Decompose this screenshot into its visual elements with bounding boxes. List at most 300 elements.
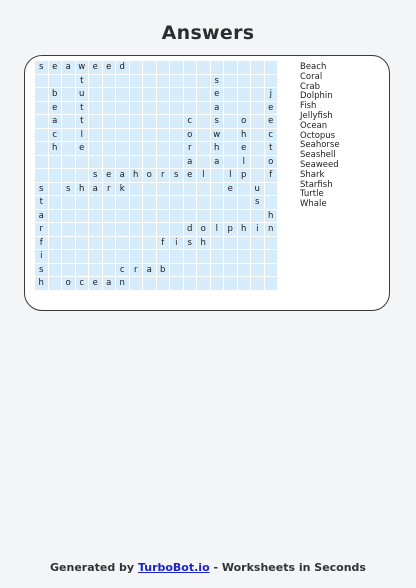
- grid-cell: r: [157, 169, 171, 183]
- grid-cell: [103, 237, 117, 251]
- grid-cell: s: [170, 169, 184, 183]
- grid-cell: [103, 156, 117, 170]
- grid-cell: a: [211, 102, 225, 116]
- grid-cell: [62, 264, 76, 278]
- grid-cell: [143, 102, 157, 116]
- grid-cell: [116, 223, 130, 237]
- grid-cell: r: [35, 223, 49, 237]
- grid-cell: [251, 102, 265, 116]
- grid-cell: o: [62, 277, 76, 291]
- grid-cell: [116, 210, 130, 224]
- grid-cell: c: [184, 115, 198, 129]
- grid-cell: [35, 102, 49, 116]
- grid-cell: l: [76, 129, 90, 143]
- grid-cell: [103, 115, 117, 129]
- grid-cell: [157, 156, 171, 170]
- grid-cell: c: [265, 129, 279, 143]
- grid-cell: [184, 88, 198, 102]
- footer-suffix: - Worksheets in Seconds: [209, 561, 366, 574]
- grid-cell: [197, 277, 211, 291]
- word-list-item: Seahorse: [300, 140, 340, 151]
- grid-cell: w: [76, 61, 90, 75]
- grid-cell: [170, 115, 184, 129]
- grid-cell: [197, 102, 211, 116]
- grid-cell: c: [76, 277, 90, 291]
- word-list-item: Shark: [300, 169, 325, 180]
- grid-cell: [238, 102, 252, 116]
- grid-cell: [49, 250, 63, 264]
- grid-cell: [62, 75, 76, 89]
- turbobot-link[interactable]: TurboBot.io: [137, 561, 210, 574]
- grid-cell: [143, 183, 157, 197]
- grid-cell: [157, 223, 171, 237]
- grid-cell: [130, 210, 144, 224]
- grid-cell: f: [157, 237, 171, 251]
- grid-cell: [265, 75, 279, 89]
- grid-cell: [130, 237, 144, 251]
- grid-cell: [62, 210, 76, 224]
- grid-cell: [130, 223, 144, 237]
- grid-cell: [116, 196, 130, 210]
- grid-cell: [211, 61, 225, 75]
- grid-cell: [238, 75, 252, 89]
- grid-cell: n: [116, 277, 130, 291]
- word-list-item: Crab: [300, 81, 321, 92]
- grid-cell: e: [224, 183, 238, 197]
- grid-cell: [89, 264, 103, 278]
- grid-cell: e: [265, 115, 279, 129]
- grid-cell: [89, 250, 103, 264]
- grid-cell: e: [103, 169, 117, 183]
- grid-cell: [238, 210, 252, 224]
- grid-cell: [184, 250, 198, 264]
- grid-cell: f: [265, 169, 279, 183]
- grid-cell: [197, 196, 211, 210]
- grid-cell: [130, 183, 144, 197]
- grid-cell: a: [89, 183, 103, 197]
- grid-cell: [224, 277, 238, 291]
- grid-cell: [116, 102, 130, 116]
- word-list-item: Whale: [300, 199, 327, 210]
- grid-cell: e: [184, 169, 198, 183]
- grid-cell: [49, 210, 63, 224]
- grid-cell: [197, 129, 211, 143]
- grid-cell: [197, 88, 211, 102]
- grid-cell: s: [251, 196, 265, 210]
- grid-cell: a: [62, 61, 76, 75]
- grid-cell: [224, 88, 238, 102]
- grid-cell: s: [89, 169, 103, 183]
- grid-cell: [62, 129, 76, 143]
- grid-cell: [143, 277, 157, 291]
- grid-cell: a: [35, 210, 49, 224]
- grid-cell: [157, 196, 171, 210]
- grid-cell: e: [103, 61, 117, 75]
- grid-cell: [224, 115, 238, 129]
- word-search-grid: [35, 61, 278, 291]
- grid-cell: [157, 277, 171, 291]
- grid-cell: [251, 277, 265, 291]
- grid-cell: o: [197, 223, 211, 237]
- grid-cell: [89, 223, 103, 237]
- footer-prefix: Generated by: [50, 561, 138, 574]
- grid-cell: [49, 196, 63, 210]
- grid-cell: [251, 142, 265, 156]
- grid-cell: h: [130, 169, 144, 183]
- grid-cell: [89, 102, 103, 116]
- grid-cell: [265, 250, 279, 264]
- word-list-item: Seashell: [300, 150, 336, 161]
- grid-cell: [76, 196, 90, 210]
- grid-cell: [238, 250, 252, 264]
- grid-cell: o: [238, 115, 252, 129]
- grid-cell: [157, 115, 171, 129]
- grid-cell: [184, 61, 198, 75]
- grid-cell: [62, 223, 76, 237]
- word-list-item: Jellyfish: [300, 110, 333, 121]
- grid-cell: [130, 250, 144, 264]
- grid-cell: [35, 88, 49, 102]
- grid-cell: [143, 223, 157, 237]
- grid-cell: [35, 115, 49, 129]
- grid-cell: u: [251, 183, 265, 197]
- grid-cell: c: [116, 264, 130, 278]
- grid-cell: [197, 210, 211, 224]
- grid-cell: [116, 129, 130, 143]
- word-list-item: Starfish: [300, 179, 333, 190]
- grid-cell: [238, 196, 252, 210]
- grid-cell: [103, 210, 117, 224]
- grid-cell: [130, 61, 144, 75]
- grid-cell: e: [238, 142, 252, 156]
- grid-cell: [170, 223, 184, 237]
- grid-cell: [170, 210, 184, 224]
- grid-cell: d: [184, 223, 198, 237]
- grid-cell: w: [211, 129, 225, 143]
- grid-cell: [49, 237, 63, 251]
- grid-cell: [35, 142, 49, 156]
- grid-cell: [184, 196, 198, 210]
- grid-cell: [76, 210, 90, 224]
- word-list: [300, 63, 340, 210]
- grid-cell: [103, 88, 117, 102]
- grid-cell: [157, 210, 171, 224]
- grid-cell: [62, 142, 76, 156]
- grid-cell: t: [35, 196, 49, 210]
- grid-cell: s: [211, 115, 225, 129]
- word-list-item: Ocean: [300, 120, 328, 131]
- grid-cell: [130, 142, 144, 156]
- grid-cell: [211, 183, 225, 197]
- grid-cell: [197, 61, 211, 75]
- grid-cell: s: [211, 75, 225, 89]
- grid-cell: [197, 264, 211, 278]
- grid-cell: [130, 156, 144, 170]
- grid-cell: [224, 250, 238, 264]
- grid-cell: [157, 142, 171, 156]
- grid-cell: t: [76, 75, 90, 89]
- grid-cell: [35, 169, 49, 183]
- grid-cell: [224, 210, 238, 224]
- grid-cell: [238, 183, 252, 197]
- grid-cell: [49, 264, 63, 278]
- grid-cell: [184, 183, 198, 197]
- grid-cell: [224, 237, 238, 251]
- grid-cell: l: [211, 223, 225, 237]
- grid-cell: [103, 102, 117, 116]
- grid-cell: o: [184, 129, 198, 143]
- grid-cell: [265, 264, 279, 278]
- grid-cell: e: [211, 88, 225, 102]
- word-list-item: Turtle: [300, 189, 324, 200]
- grid-cell: s: [184, 237, 198, 251]
- grid-cell: i: [251, 223, 265, 237]
- grid-cell: [224, 75, 238, 89]
- grid-cell: [238, 264, 252, 278]
- grid-cell: [62, 250, 76, 264]
- grid-cell: [49, 75, 63, 89]
- grid-cell: [184, 102, 198, 116]
- grid-cell: [89, 210, 103, 224]
- grid-cell: [116, 75, 130, 89]
- grid-cell: [211, 210, 225, 224]
- grid-cell: [197, 115, 211, 129]
- grid-cell: p: [238, 169, 252, 183]
- grid-cell: [251, 61, 265, 75]
- grid-cell: [170, 196, 184, 210]
- grid-cell: [103, 250, 117, 264]
- grid-cell: h: [211, 142, 225, 156]
- grid-cell: [224, 61, 238, 75]
- grid-cell: [116, 142, 130, 156]
- grid-cell: [170, 102, 184, 116]
- grid-cell: [251, 264, 265, 278]
- grid-cell: [49, 277, 63, 291]
- grid-cell: [49, 183, 63, 197]
- grid-cell: [49, 169, 63, 183]
- grid-cell: r: [184, 142, 198, 156]
- grid-cell: [76, 237, 90, 251]
- grid-cell: [265, 196, 279, 210]
- grid-cell: e: [265, 102, 279, 116]
- grid-cell: [251, 237, 265, 251]
- grid-cell: [103, 75, 117, 89]
- grid-cell: [224, 264, 238, 278]
- grid-cell: [251, 169, 265, 183]
- grid-cell: t: [76, 115, 90, 129]
- grid-cell: [103, 264, 117, 278]
- grid-cell: [143, 88, 157, 102]
- grid-cell: [238, 277, 252, 291]
- grid-cell: l: [224, 169, 238, 183]
- grid-cell: [211, 169, 225, 183]
- grid-cell: [211, 237, 225, 251]
- grid-cell: [224, 129, 238, 143]
- word-list-item: Coral: [300, 71, 323, 82]
- grid-cell: [89, 142, 103, 156]
- word-list-item: Fish: [300, 101, 317, 112]
- grid-cell: [170, 277, 184, 291]
- grid-cell: [184, 75, 198, 89]
- grid-cell: h: [265, 210, 279, 224]
- grid-cell: [76, 223, 90, 237]
- grid-cell: [143, 115, 157, 129]
- grid-cell: [89, 156, 103, 170]
- grid-cell: h: [197, 237, 211, 251]
- grid-cell: [89, 129, 103, 143]
- grid-cell: u: [76, 88, 90, 102]
- grid-cell: [211, 196, 225, 210]
- grid-cell: [157, 183, 171, 197]
- grid-cell: a: [116, 169, 130, 183]
- grid-cell: h: [238, 129, 252, 143]
- grid-cell: [170, 183, 184, 197]
- grid-cell: [224, 142, 238, 156]
- grid-cell: [265, 277, 279, 291]
- grid-cell: [130, 115, 144, 129]
- grid-cell: [265, 61, 279, 75]
- grid-cell: [49, 223, 63, 237]
- grid-cell: [103, 196, 117, 210]
- grid-cell: [184, 277, 198, 291]
- grid-cell: [224, 196, 238, 210]
- grid-cell: [62, 237, 76, 251]
- grid-cell: [89, 115, 103, 129]
- grid-cell: h: [49, 142, 63, 156]
- grid-cell: [157, 61, 171, 75]
- grid-cell: d: [116, 61, 130, 75]
- grid-cell: [103, 223, 117, 237]
- grid-cell: [143, 250, 157, 264]
- grid-cell: [157, 250, 171, 264]
- grid-cell: c: [49, 129, 63, 143]
- grid-cell: [157, 88, 171, 102]
- grid-cell: [238, 61, 252, 75]
- grid-cell: [116, 88, 130, 102]
- grid-cell: [62, 102, 76, 116]
- footer: [0, 561, 416, 574]
- grid-cell: [211, 277, 225, 291]
- grid-cell: s: [62, 183, 76, 197]
- grid-cell: [211, 264, 225, 278]
- grid-cell: [89, 88, 103, 102]
- grid-cell: [170, 250, 184, 264]
- grid-cell: [184, 210, 198, 224]
- grid-cell: a: [211, 156, 225, 170]
- grid-cell: r: [130, 264, 144, 278]
- grid-cell: [143, 129, 157, 143]
- grid-cell: [62, 115, 76, 129]
- grid-cell: f: [35, 237, 49, 251]
- grid-cell: [143, 61, 157, 75]
- grid-cell: [116, 250, 130, 264]
- grid-cell: [170, 88, 184, 102]
- grid-cell: [116, 115, 130, 129]
- grid-cell: [170, 264, 184, 278]
- grid-cell: e: [49, 61, 63, 75]
- grid-cell: [62, 169, 76, 183]
- grid-cell: [116, 156, 130, 170]
- grid-cell: s: [35, 183, 49, 197]
- grid-cell: [89, 237, 103, 251]
- grid-cell: o: [143, 169, 157, 183]
- grid-cell: [89, 75, 103, 89]
- grid-cell: p: [224, 223, 238, 237]
- grid-cell: h: [35, 277, 49, 291]
- grid-cell: [265, 237, 279, 251]
- grid-cell: [197, 75, 211, 89]
- grid-cell: k: [116, 183, 130, 197]
- grid-cell: [197, 156, 211, 170]
- grid-cell: r: [103, 183, 117, 197]
- grid-cell: [170, 75, 184, 89]
- grid-cell: [103, 129, 117, 143]
- grid-cell: l: [197, 169, 211, 183]
- grid-cell: [251, 129, 265, 143]
- grid-cell: [251, 210, 265, 224]
- grid-cell: [130, 88, 144, 102]
- grid-cell: a: [103, 277, 117, 291]
- grid-cell: [157, 102, 171, 116]
- grid-cell: [170, 142, 184, 156]
- grid-cell: t: [265, 142, 279, 156]
- grid-cell: [35, 156, 49, 170]
- grid-cell: e: [89, 61, 103, 75]
- grid-cell: a: [49, 115, 63, 129]
- grid-cell: [89, 196, 103, 210]
- grid-cell: b: [157, 264, 171, 278]
- word-list-item: Seaweed: [300, 159, 339, 170]
- grid-cell: s: [35, 264, 49, 278]
- grid-cell: [157, 75, 171, 89]
- grid-cell: [62, 88, 76, 102]
- grid-cell: [116, 237, 130, 251]
- grid-cell: [143, 196, 157, 210]
- grid-cell: [251, 250, 265, 264]
- grid-cell: [143, 156, 157, 170]
- grid-cell: [224, 156, 238, 170]
- grid-cell: b: [49, 88, 63, 102]
- grid-cell: t: [76, 102, 90, 116]
- grid-cell: [224, 102, 238, 116]
- grid-cell: [62, 196, 76, 210]
- page-title: Answers: [161, 22, 255, 44]
- grid-cell: n: [265, 223, 279, 237]
- grid-cell: [143, 237, 157, 251]
- grid-cell: [130, 75, 144, 89]
- grid-cell: [251, 75, 265, 89]
- grid-cell: [170, 61, 184, 75]
- grid-cell: [170, 129, 184, 143]
- grid-cell: [184, 264, 198, 278]
- grid-cell: [103, 142, 117, 156]
- grid-cell: [238, 237, 252, 251]
- grid-cell: [76, 250, 90, 264]
- grid-cell: h: [76, 183, 90, 197]
- grid-cell: s: [35, 61, 49, 75]
- grid-cell: [130, 277, 144, 291]
- grid-cell: [62, 156, 76, 170]
- grid-cell: [251, 115, 265, 129]
- grid-cell: [76, 264, 90, 278]
- grid-cell: [251, 156, 265, 170]
- word-list-item: Octopus: [300, 130, 336, 141]
- word-list-item: Beach: [300, 62, 327, 72]
- grid-cell: [143, 75, 157, 89]
- word-list-item: Dolphin: [300, 91, 333, 102]
- grid-cell: [211, 250, 225, 264]
- grid-cell: e: [76, 142, 90, 156]
